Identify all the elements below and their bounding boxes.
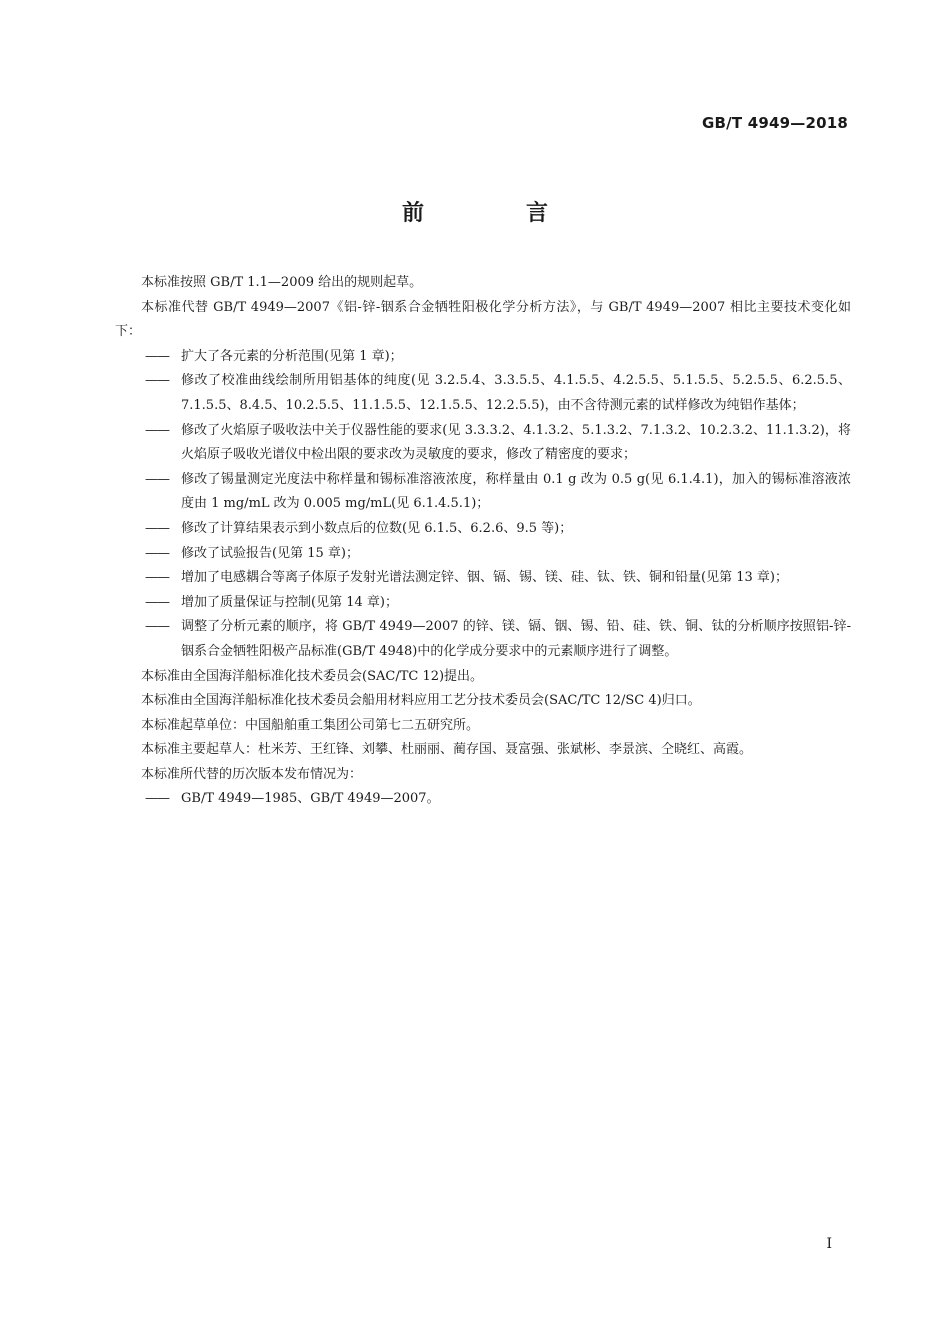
- list-item-text: 修改了锡量测定光度法中称样量和锡标准溶液浓度，称样量由 0.1 g 改为 0.5 g(见 6.1.4.1)，加入的锡标准溶液浓度由 1 mg/mL 改为 0.005 mg/mL(见 6.1.4.5.1)；: [181, 471, 851, 512]
- paragraph-drafters: 本标准主要起草人：杜米芳、王红锋、刘攀、杜丽丽、蔺存国、聂富强、张斌彬、李景滨、仝晓红、高霞。: [141, 742, 753, 758]
- paragraph-drafting-rules: 本标准按照 GB/T 1.1—2009 给出的规则起草。: [141, 275, 423, 290]
- list-item: [115, 517, 851, 542]
- list-item-text: 扩大了各元素的分析范围(见第 1 章)；: [181, 348, 403, 364]
- list-item: [115, 615, 851, 664]
- paragraph-under-jurisdiction: 本标准由全国海洋船标准化技术委员会船用材料应用工艺分技术委员会(SAC/TC 12/SC 4)归口。: [141, 693, 701, 709]
- list-dash: ——: [145, 791, 169, 807]
- paragraph-previous-versions-intro: 本标准所代替的历次版本发布情况为：: [141, 766, 363, 782]
- list-item: [115, 345, 851, 370]
- paragraph-drafting-unit: 本标准起草单位：中国船舶重工集团公司第七二五研究所。: [141, 717, 480, 733]
- standard-number: GB/T 4949—2018: [702, 114, 848, 132]
- list-item-text: 增加了质量保证与控制(见第 14 章)；: [181, 594, 398, 610]
- list-item: [115, 419, 851, 468]
- list-item-text: 修改了计算结果表示到小数点后的位数(见 6.1.5、6.2.6、9.5 等)；: [181, 520, 573, 536]
- list-dash: ——: [145, 422, 169, 438]
- list-item-text: 修改了校准曲线绘制所用铝基体的纯度(见 3.2.5.4、3.3.5.5、4.1.5.5、4.2.5.5、5.1.5.5、5.2.5.5、6.2.5.5、7.1.5.5、8.4.5、10.2.5.5、11.1.5.5、12.1.5.5、12.2.5.5)，由不含待测元素的试样修改为纯铝作基体；: [181, 373, 851, 413]
- list-item: [115, 468, 851, 517]
- list-dash: ——: [145, 619, 169, 635]
- list-item: [115, 369, 851, 418]
- list-dash: ——: [145, 348, 169, 364]
- list-dash: ——: [145, 570, 169, 586]
- list-dash: ——: [145, 594, 169, 610]
- paragraph-proposed-by: 本标准由全国海洋船标准化技术委员会(SAC/TC 12)提出。: [141, 668, 484, 684]
- list-item: [115, 542, 851, 567]
- list-dash: ——: [145, 520, 169, 536]
- changes-list: [115, 345, 851, 665]
- list-item-text: 增加了电感耦合等离子体原子发射光谱法测定锌、铟、镉、锡、镁、硅、钛、铁、铜和铅量(见第 13 章)；: [181, 570, 788, 586]
- page-title: 前 言: [401, 201, 588, 226]
- paragraph-replacement: 本标准代替 GB/T 4949—2007《铝-锌-铟系合金牺牲阳极化学分析方法》，与 GB/T 4949—2007 相比主要技术变化如下：: [115, 299, 851, 340]
- previous-versions-item: [115, 787, 851, 812]
- list-dash: ——: [145, 373, 169, 389]
- list-item: [115, 566, 851, 591]
- list-item-text: 调整了分析元素的顺序，将 GB/T 4949—2007 的锌、镁、镉、铟、锡、铅、硅、铁、铜、钛的分析顺序按照铝-锌-铟系合金牺牲阳极产品标准(GB/T 4948)中的化学成分要求中的元素顺序进行了调整。: [181, 619, 851, 659]
- list-item: [115, 591, 851, 616]
- list-dash: ——: [145, 545, 169, 561]
- list-item-text: 修改了试验报告(见第 15 章)；: [181, 545, 359, 561]
- foreword-body: [115, 271, 851, 812]
- previous-versions-text: GB/T 4949—1985、GB/T 4949—2007。: [181, 791, 440, 807]
- list-dash: ——: [145, 471, 169, 487]
- list-item-text: 修改了火焰原子吸收法中关于仪器性能的要求(见 3.3.3.2、4.1.3.2、5.1.3.2、7.1.3.2、10.2.3.2、11.1.3.2)，将火焰原子吸收光谱仪中检出限的要求改为灵敏度的要求，修改了精密度的要求；: [181, 422, 851, 463]
- page-number: I: [826, 1236, 832, 1252]
